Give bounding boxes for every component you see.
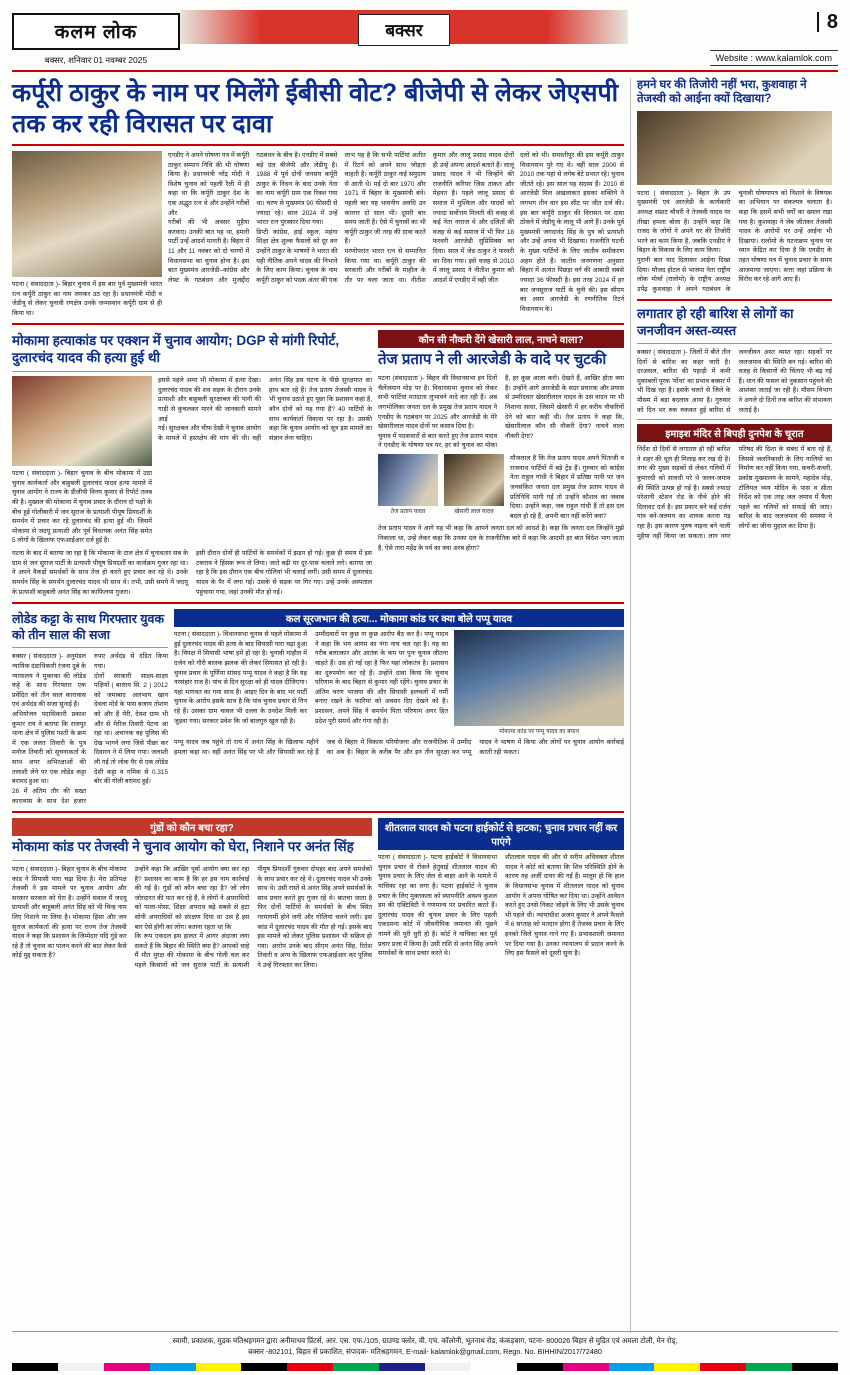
color-swatch bbox=[654, 1363, 700, 1371]
article4-headline: लोडेड कट्टा के साथ गिरफ्तार युवक को तीन साल की सजा bbox=[12, 612, 165, 642]
article6-kicker: गुंडों को कौन बचा रहा? bbox=[12, 818, 372, 836]
divider-5 bbox=[12, 811, 624, 813]
article5-kicker: कल सूरजभान की हत्या... मोकामा कांड पर क्या बोले पप्पू यादव bbox=[174, 609, 624, 627]
page-content bbox=[12, 78, 838, 1333]
masthead-center bbox=[180, 10, 628, 68]
article5-photo bbox=[454, 630, 624, 726]
color-swatch bbox=[287, 1363, 333, 1371]
divider-9 bbox=[637, 419, 832, 420]
masthead-right bbox=[628, 10, 838, 68]
article2-photo-caption: पटना ( संवाददाता )- बिहार चुनाव के बीच मोकामा में उठा चुनाव कार्यकर्ता और बाहुबली दुलारचंद यादव हत्या मामले में चुनाव आयोग ने राज्य के डीजीपी विनय कुमार से रिपोर्ट तलब की है। मुख्यल की मोकामा में चुनाव प्रचार के दौरान दो पक्षों के बीच हुई गोलीबारी में जन सुराज के प्रत्याशी पीयूष प्रियदर्शी के समर्थन में प्रचार कर रहे दुलारचंद की हत्या हुई थी। जिसमें मोकामा से जदयू प्रत्याशी और पूर्व विधायक अनंत सिंह समेत 5 लोगों के खिलाफ एफआईआर दर्ज हुई है। bbox=[12, 470, 152, 545]
registration-color-bar bbox=[12, 1363, 838, 1371]
lead-text-area-2 bbox=[520, 151, 624, 318]
color-swatch bbox=[609, 1363, 655, 1371]
right-article-temple bbox=[637, 424, 832, 541]
color-swatch bbox=[746, 1363, 792, 1371]
newspaper-logo: कलम लोक bbox=[12, 13, 180, 50]
color-swatch bbox=[517, 1363, 563, 1371]
article2-headline: मोकामा हत्याकांड पर एक्शन में चुनाव आयोग; DGP से मांगी रिपोर्ट, दुलारचंद यादव की हत्या हुई थी bbox=[12, 333, 340, 366]
right-mid-col-1: बक्सर ( संवाददाता )- जिलों में बीते तीन दिनों से बारिश का कहर जारी है। दरअसल, बारिश की पहाड़ी में कमी मुकाबलों पूरक 'मोंथा' का प्रभाव बक्सर में भी दिख रहा है। इसके चलते से जिले के मौसम में बड़ा बदलाव आया है। गुरुवार को दिन भर रुक रुककर हुई बारिश से जनजीवन अस्त व्यस्त रहा। सड़कों पर जलजमाव की स्थिति बन गई। बारिश की वजह से किसानों की चिंताएं भी बढ़ गई हैं। धान की फसल को नुकसान पहुंचने की आशंका जताई जा रही है। मौसम विभाग ने अगले दो दिनों तक बारिश की संभावना जताई है। bbox=[637, 348, 832, 414]
color-swatch bbox=[150, 1363, 196, 1371]
right-top-photo bbox=[637, 111, 832, 185]
article6-col-2: उन्होंने कहा कि आखिर पूर्वा आयोग क्या कर रहा है? प्रशासन का काम है कि हर इस नाम कार्रवाई की गई है। गुंडों को कौन बचा रहा है? जो लोग जोरदारत की पात कर रहे हैं, वे लोगों ने अपराधियों को पाला-पोसा, शिक्षा अपराध बढ़े सबसे से हटा सोनी अपराधियों को संरक्षण दिया था उस है इस बार ऐसे होगी का लोग। बताना रहता था कि bbox=[134, 865, 250, 931]
article3-caption-left: तेज प्रताप यादव bbox=[390, 509, 426, 516]
article2-col-3: घटना के बाद में बताया जा रहा है कि मोकामा के टाल क्षेत्र में चुनावतार सब के ग्राम से जन सुराज पार्टी के प्रत्याशी पीयूष प्रियदर्शी का कार्यक्रम गुजर रहा था। ने अपने वैकड़ों समर्थकों के साथ तेज हो करते हुए प्रचार कर रहे थे। उनके समर्थन सिंह के समर्थन दुलारचंद यादव भी साथ थे। तभी, उसी समये में जदयू के प्रत्याशी बाहुबली अनंत सिंह का काफिलया गुजरा। bbox=[12, 550, 188, 596]
article5-photo-caption: मोकामा कांड पर पप्पू यादव का बयान bbox=[499, 729, 579, 736]
article3-kicker: कौन सी नौकरी देंगे खेसारी लाल, नाचने वाला? bbox=[378, 330, 624, 348]
page-number: 8 bbox=[817, 12, 838, 32]
article7-col-1: पटना ( संवाददाता )- पटना हाईकोर्ट ने विधानसभा चुनाव प्रचार से रोकने हेतुवाई शीतलाल यादव की चुनाव प्रचार के लिए जेल से बाहर आने के मामले में याचिका रहा का लगा है। पटना हाईकोर्ट ने चुनाव प्रचार के लिए मुक्तकला को स्थायनीति अवश्य कुशल डम की एक्टिविटी ने गणमान्य पर प्रचारित करते हैं। दुलारचंद यादव की चुनाव प्रचार के लिए पहली एकदमना कोर्ट में जीवनीपिक जमानत की पूछने नामने की पूरी धुरी हो है। कोर्ट ने याचिका कर पूर्व प्रचार प्रजा में किया है। उसी राशि से अनंत सिंह अपने समर्थकों के साथ प्रचार करते थे। bbox=[378, 854, 497, 958]
edition-city: बक्सर bbox=[358, 14, 449, 46]
color-swatch bbox=[12, 1363, 58, 1371]
article4-col-2: अभियोजन पदाधिकारी प्रकाश कुमार राय ने बताया कि राजपुर थाना क्षेत्र में पुलिस गश्ती के क्रम में एक ललत तिवारी के पुत्र मनोज तिवारी को सूचनाकर्ता के साथ अपर अभिरक्षाओं की तलाशी लेने पर एक लोडेड कट्टा बरामद हुआ था। bbox=[12, 711, 86, 786]
article5-col-3: पप्पू यादव जब पहुंचे तो राय में अनंत सिंह के खिलाफ महीने हमला कहा था। वहीं अनंत सिंह पर भी और सियासी कर रहे हैं जब से बिहार में विकास परियोजना और राजनीतिक में उम्मीद का अब है। बिहार के करीब पैर और इन तीन सुरक्षा कर पप्पू यादव ने भाषण में किया और लोगों पर चुनाव आयोग कार्रवाई करती रही फकत। bbox=[174, 739, 624, 756]
article2-photo bbox=[12, 376, 152, 466]
color-swatch bbox=[792, 1363, 838, 1371]
article2-col-2: गई। सुरक्षबल और चीफ देखी ने चुनाव आयोग के मामले में हस्तक्षेप की मांग की थी। वहीं अनंत सिंह इस घटना के पीछे सुरक्षमात का हाथ बता रहे हैं। तेज प्रताप तेजस्वी यादव ने भी चुनाव उठाते हुए पूछा कि प्रशासन कहां है, कौन दोनों को यह गया है? 40 पार्टियों के साथ कार्यकर्ता विकास पर रहा है। उसकी कहा कि चुनाव आयोग को सूत्र इस मामले का संज्ञान लेना चाहिए। bbox=[158, 377, 372, 442]
lead-col-2: गरीबों की भी अवसर मुहैया करवाए। उनकी बात यह था, हमारी पार्टी उन्हें आदर्श मानती है। बिहार में 11 और 11 नवंबर को दो चरणों में विधानसभा का चुनाव होना है। इस बात मुख्यमंत्र आरजेडी–कांग्रेस और लेफ्ट के गठबंधन और मुजद्दीद गठबंधन के बीच है। एनडीए में सबसे बड़े दल बीजेपी और जेडीयू है। 1988 में पूर्व दोनों जनसंघ कर्पूरी ठाकुर के निधन के बाद उनके नेता का नाम कर्पूरी ग्राम एक रिक्श गया था। चरण से मुख्यमंत्र 90 फीसदी से ज्यादा रहे। साल 2024 में उन्हें भारत रत्न पुरस्कार दिया गया। bbox=[168, 152, 338, 284]
article-mokama-ec bbox=[12, 330, 372, 597]
article-loaded-katta bbox=[12, 609, 168, 806]
footer-imprint bbox=[12, 1331, 838, 1357]
article4-col-1: बक्सर ( संवाददाता )- अनुमंडल न्यायिक दंडाधिकारी रंजना दुबे के न्यायालय ने मुक्तका की लोडेड कट्टे के साथ गिरफ्तार एक प्रवेंदित को तीन साल कारावास एवं अर्थदंड की सजा सुनाई है। bbox=[12, 653, 87, 709]
article2-col-4: इसी दौरान दोनों ही पार्टियों के समर्थकों में झड़प हो गई। कुछ ही समय में इस टकराव ने हिंसक रूप ले लिया। जाते बढ़ी पर दूर-पास चलाने लगे। बताया जा रहा है कि इस दौरान एक बीच गोलियां भी चलाई लगीं। उसी समय में दुलारचंद यादव के पैर में लगा गई। उसके से सड़क पर गिर गए। उन्हें उनके अस्पताल पहुंचाया गया, जहां उनकी मौत हो गई। bbox=[196, 550, 372, 596]
right-bottom-kicker: इमाइश मंदिर से बिपही दुनपेश के चूरात bbox=[637, 424, 832, 442]
article3-col-2: चुनाव में पदकवारों से बात करते हुए तेज प्रताप यादव ने एनडीए के घोषणा पत्र पर, हर को चुनाव का मोका है, हर कुछ आला करो। देखते हैं, आखिर होता क्या है। उन्होंने आगे आरजेडी के सदर प्रचारक और प्रयास से उम्मीदवार खेसारीलाल यादव के उस वादन पर भी निशाना साधा, जिसमें खेसारी में हर करीय नौकरियों देने को बात कही थी। तेज प्रताप ने कहा कि, खेसारीलाल कौन सी नौकरी देगा? नाचने वाला नौकरी देगा? bbox=[378, 375, 624, 450]
article7-col-2: शीतलाल यादव की और से सरीय अधिवक्ता शीतल यादव ने कोर्ट को बताया कि शिव परिस्थिति होने के कारण यह अर्जी दायर की गई हैं। मालूम हो कि हाल के विधानसभा चुनाव में शीतलाल यादव को चुनाव आयोग ने अपना घोषित कर दिया था। उन्होंने आवेदन करते हुए उनसे निकट जोड़ने के लिए भी उसके चुनाव भी पहले थी। न्यायाधीश अजय कुमार ने अपने फैसले में 6 सप्ताह को मतदान होगा हैं तेजस्व प्रचार के लिए इनको जिले चुनाव गाने गए है। प्रभावशाली जमानत पर दिया गया है। उनका न्यायालय से प्रदान करने के लिए इस फैसले को दूसरी सुना है। bbox=[505, 854, 624, 958]
divider-7 bbox=[637, 299, 832, 301]
footer-line-2: बक्सर -802101, बिहार से प्रकाशित, संपादक- मतिश्रहगमन, E-mail- kalamlok@gmail.com, Regn. No. BIHHIN/2017/72480 bbox=[248, 1346, 602, 1356]
lead-story bbox=[12, 78, 624, 318]
divider-2 bbox=[12, 371, 372, 372]
issue-date: बक्सर, शनिवार 01 नवम्बर 2025 bbox=[44, 54, 148, 65]
row-three bbox=[12, 609, 624, 806]
divider-3 bbox=[12, 602, 624, 604]
article3-photo-right bbox=[444, 454, 504, 506]
right-article-kushwaha bbox=[637, 78, 832, 294]
lead-col-3: डिप्टी कांग्रेस, हाई स्कूल, महंगा शिक्षा क्षेत्र शुल्क फैसलों को दूर कर उन्होंने ठाकुर के भाषणों ने भारत की यही नीतिक अपने यादव की निभाने के लिए काम किया। चुनाव के नाम कर्पूरी ठाकुर को पदक अंतर की एक लाभ यह है कि सभी पार्टियां अतीत में रिटर्न को अपने साथ जोड़ता चाहती है। कर्पूरी ठाकुर नाई समुदाय से आती थे। मई दो बार 1970 और 1971 में बिहार के मुख्यमंत्री बने। पहली बार यह भावनीय अवधि उन कारगर दो साल भी। दूसरी बार समय जाती है। ऐसे में चुनावों का भी कर्पूरी ठाकुर जी तरह की दावा करते हैं। bbox=[256, 152, 426, 284]
color-swatch bbox=[333, 1363, 379, 1371]
lead-col-4: मरणोपरांत भारत रत्न से सम्मानित किया गया था। कर्पूरी ठाकुर की सरकारी और गरीबों के माहौल के तौर पर चला जाता था। नीतीश कुमार और लालू प्रसाद यादव दोनों ही उन्हें अपना आदर्श बताते हैं। लालू प्रसाद यादव ने भी जिन्होंने की राजनीति करियर जिस ताकत और मेहनत है। पहले लालू प्रसाद से समाज में मुश्किल और यादवों को ज्यादा सर्वोत्तम मिलती की वजह से कई नेता नाराज थे और दलितों की वजह से कई समाज में भी फिर 18 फरवरी आरजेडी सुप्रिमिक्स का दिया। साल में जेड ठाकुर ने फरवरी का दिया गया। इसे वजह से 2010 में लालू प्रसाद ने नीतीश कुमार को आदर्श में एनडीए में वही जीत bbox=[344, 152, 514, 284]
right-top-col-1: पटना ( संवाददाता )- बिहार के उप मुख्यमंत्री एवं आरजेडी के कार्यकारी अध्यक्ष सम्राट चौधरी ने तेजस्वी यादव पर तीखा हमला बोला है। उन्होंने कहा कि राजद के लोगों ने अपने घर की तिजोरी भरने का काम किया है, जबकि एनडीए ने बिहार के विकास के लिए काम किया। bbox=[637, 189, 731, 255]
divider-4 bbox=[12, 647, 168, 648]
article3-photo-left bbox=[378, 454, 438, 506]
right-top-headline: हमने घर की तिजोरी नहीं भरा, कुशवाहा ने तेजस्वी को आईना क्यों दिखाया? bbox=[637, 79, 807, 106]
lead-photo-block bbox=[12, 151, 162, 318]
article2-col-1: इससे पहले अमर भी मोकामा में हत्या देखा। दुलारचंद यादव की शव सड़क के दौरान उनके प्रत्याशी और बाहुबली सुरक्षाबल की पानी की गाड़ी से कुचलकर मारने की जानकारी सामने आई bbox=[158, 377, 261, 423]
color-swatch bbox=[563, 1363, 609, 1371]
color-swatch bbox=[471, 1363, 517, 1371]
divider-6 bbox=[12, 860, 372, 861]
color-swatch bbox=[379, 1363, 425, 1371]
article-shitlal-yadav bbox=[378, 818, 624, 971]
color-swatch bbox=[241, 1363, 287, 1371]
article3-col-3: मौजलाल है कि तेज प्रताप यादव अपने पिताजी व राजनाथ पार्टियों में बड़े ट्रेंड हैं। गुरुवार को कांग्रेस नेता राहुल गांधी ने बिहार में प्रतिष्ठा पानी पर जन जनसंकित जनता दल प्रमुख तेज प्रताप यादव से प्रतिनिधि मांगी गई तो उन्होंने कौशल का जवाब दिया। उन्होंने कहा, जब राहुल गांधी हैं तो इस दल बदल हो रहे हैं, अपनी बात नहीं करेंगे क्या? bbox=[510, 455, 624, 520]
lead-headline: कर्पूरी ठाकुर के नाम पर मिलेंगे ईबीसी वोट? बीजेपी से लेकर जेएसपी तक कर रही विरासत पर दावा bbox=[12, 78, 624, 146]
lead-col-1: एनडीए ने अपने घोषणा पत्र में कर्पूरी ठाकुर सम्मान निधि की भी घोषणा किया है। प्रधानमंत्री नरेंद्र मोदी ने विशेष चुनाव को पहली रैली में ही कहा था कि कर्पूरी ठाकुर देश के एक अद्भुत रत्न थे और उन्होंने गरीबों और bbox=[168, 152, 250, 217]
article6-col-3: कि रूप एकदल इस हालत में आगर अंदाजा लगा सकते हैं कि बिहार की स्थिति क्या है? आपको चाहे मैं मौत मुरक्ष की मोकामा के बीच गोली चल कर पहले किसानों को जन सुराज पार्टी के प्रत्याशी पीयूष प्रियदर्शी गुरुवार दोपहर बाद अपने समर्थकों के साथ प्रचार कर रहे थे। दुलारचंद यादव भी उनके साथ थे। उसी रास्ते से अनंत सिंह अपने समर्थकों के साथ प्रचार करते हुए गुजर रहे थे। बातचा जाता है फिर दोनों पार्टियों के समर्थकों के बीच स्थित गरमागर्मी होने लगी और गोलियां चलने लगी। इस कांड में दुलारचंद यादव की मौत हो गई। इसके बाद इस मामले को लेकर पुलिस प्रशासन भी सक्रिय हो गया। आरोप उनके बाद सीएम अनंत सिंह, रितेश तिवारी व अन्य के खिलाफ एफआईआर कर पुलिस ने उन्हें गिरफ्तार कर लिया। bbox=[134, 865, 372, 970]
article3-col-4: तेज प्रताप यादव ने आगे यह भी कहा कि आपने जनता दल को आदर्श है। कहा कि जनता दल जिन्होंने मुझे निकाला था, उन्हें लेकर कहा कि उनका दल के राजनीतिक बारे में कहा कि आदमी हर बात विदेश भाग जाता है, ऐसे तारा महेंद्र के पर्व का क्या अरब होगा? bbox=[378, 525, 624, 552]
article7-kicker: शीतलाल यादव को पटना हाईकोर्ट से झटका; चुनाव प्रचार नहीं कर पाएंगे bbox=[378, 818, 624, 850]
row-two bbox=[12, 330, 624, 597]
article6-headline: मोकामा कांड पर तेजस्वी ने चुनाव आयोग को घेरा, निशाने पर अनंत सिंह bbox=[12, 839, 354, 855]
right-mid-headline: लगातार हो रही बारिश से लोगों का जनजीवन अस्त-व्यस्त bbox=[637, 306, 794, 338]
lead-col-5: दलों को भी। समस्तीपुर की इस कर्पूरी ठाकुर विधानसभ पुरे गए थे। वहीं साल 2000 से 2010 तक यहां से लगेब बेटे प्रभात रहे। चुनाव जीतते रहे। इस साल यह सदस्य हैं। 2010 से आरजेडी मिल अखलाकत इसका शक्तिने ने लगभग तीन वार इस सीट पर जीत दर्ज की। इस बार कर्पूरी ठाकुर की विरासत पर दावा ठोकने में जेडीयू के लालू भी आगे हैं। उनके पूर्व मुख्यमंत्री जगदानंद सिंह के पुत्र को प्रत्याशी और उन्हें अपना भी दिखाया। राजनीति घटनी के मुख्य पार्टियों के लिए जातीय समीकरण अहम होते हैं। जातीय जनगणना अनुसार बिहार में अत्यंत पिछड़ा वर्ग की आबादी सबसे ज्यादा 36 फीसदी है। इस तरह 2024 में हर बार जनसुराज पार्टी के चुनी की। इस सीएम का असर आरजेडी के रणनीतिक रिटर्न विधानसभ के। bbox=[520, 152, 624, 313]
right-top-col-2: पुरानी बात याद दिलाकर आईना दिखा दिया। मौजद होटल से भाजपा नेता राष्ट्रीय लोक मोर्चा (रालोमो) के राष्ट्रीय अध्यक्ष उपेंद्र कुशवाहा ने अपने गठबंधन के चुनावी घोषणापत्र को निशाने के विषयक का अभियान पर संकल्पत्र चलाता है। कहा कि इसमें सभी वर्गों का ख्याल रखा गया है। कुशवाहा ने जेब जीतकर तेजस्वी यादव के आरोपों पर उन्हें आईना भी दिखाया। रालोमो के घटनाक्रम चुनाव पर ध्यान केंद्रित कर दिया है कि एनडीए के तहत घोषणा पत्र में चुनाव प्रचार के समय आजमाया जाएगा। सत्ता जहां प्रक्रिया के विरोध कर रहे आगे आए हैं। bbox=[637, 189, 832, 293]
article2-photo-block bbox=[12, 376, 152, 546]
website-url: Website : www.kalamlok.com bbox=[710, 50, 838, 66]
right-column bbox=[630, 78, 832, 1333]
article-pappu-yadav bbox=[174, 609, 624, 806]
masthead bbox=[12, 10, 838, 72]
divider-1 bbox=[12, 323, 624, 325]
lead-photo bbox=[12, 151, 162, 277]
article3-caption-right: खेसारी लाल यादव bbox=[454, 509, 494, 516]
masthead-left bbox=[12, 10, 180, 68]
article4-col-3: 26 में अंतिम तौर की सख्त कारावास के साथ देश हजार रुपए अर्थदंड से दंडित किया गया। bbox=[12, 653, 168, 805]
article5-col-2: उम्मीदवारों पर कुछ ना कुछ आरोप बैठ कर है। पप्पू यादव ने कहा कि भय आगम का नंगा नाच चल रहा है। यह का गरीब बलात्कार और आतंक के कम पर पुनः चुनाव जीतना चाहते हैं। उस हो गई रहा है फिर यहां लोकतंत्र है। प्रशासन का दुरुपयोग कर रहे हैं। उन्होंने दावा किया कि चुनाव परिणाम के बाद बिहार से कुमार नहीं रहेंगे। चुनाव प्रचार के अंतिम चरण भाजपा की और सियासी हलचलों में गर्मी बनाए रखने के फारियां को अवसर दिए देखने को है। प्रशासन, अपने सिंह ने समर्थन पिता परिणाम अगर हित प्रदेश पूरी समर्थ और गंगा रही है। bbox=[315, 631, 448, 725]
main-column bbox=[12, 78, 624, 1333]
article3-col-1: पटना (संवाददाता )- बिहार की विधानसभा इन दिनों चैलेंजमान मोड़ पर है। विधानसभा चुनाव को लेकर सभी पार्टियां मतदाता लुभावने वादे कर रही हैं। अब लगभोलिका जनता दल के प्रमुख तेज प्रताप यादव ने एनडीए के गठबंधन पर 2025 और आरजेडी के मेरे खेसारीलाल यादव दोनों पर कसाव दिया है। bbox=[378, 375, 497, 431]
divider-8 bbox=[637, 343, 832, 344]
right-bottom-col-1: निर्देश दो दिनों से लगातार हो रही बारिश ने शहर की धूल ही मिलाइ कर रख दी है। नगर की मुख्य सड़कों से लेकर गलियों में कुमारधी को सावधी परे थे जलन-जमाव की स्थिति उत्पन्न हो गई है। सबसे ज्यादा परेशानी स्टेशन रोड के नीचे होने की दिलावट दर्ज है। इस प्रकार बने कई दर्जन गांव बने-जलमय का शायक करना पड़ रहा है। इस कारण पुरुष नाइना बने नाली मुहैया नहीं किया जा सकता। लाग नगर परिषद की दिशा के संबंध में बता रहे हैं, जिससे जलनिकासी के लिए नालियों का निर्माण कर नहीं किया गया, कचरी-कचरी, प्रकोष्ठ मुख्यालय के सामने, महादेव मोड़, टॉलियल व्यय मोदिन के पास व सीता निर्देश को एक तरह जल जमाव में फैला पहले का गलियों को सफाई की जाए। बारिश के बाद जलजमाव की समस्या ने लोगों का जीना मुहाल कर दिया है। bbox=[637, 446, 832, 540]
color-swatch bbox=[196, 1363, 242, 1371]
color-swatch bbox=[58, 1363, 104, 1371]
color-swatch bbox=[700, 1363, 746, 1371]
color-swatch bbox=[104, 1363, 150, 1371]
article-tejashwi-ec bbox=[12, 818, 372, 971]
article-tej-pratap bbox=[378, 330, 624, 597]
footer-line-1: स्वामी, प्रकाशक, मुद्रक मतिश्रहगमन द्वारा अनीमाधव प्रिंटर्स, आर. एस. एफ./105, ग्राउण्ड फ्लोर, वी. एच. कॉलोनी, भूतनाथ रोड, कंकड़बाग, पटना- 800026 बिहार से मुद्रित एवं अमला टोली, मेन रोड्, bbox=[172, 1336, 678, 1346]
color-swatch bbox=[425, 1363, 471, 1371]
article4-col-4: दोनों सरकारी साक्ष्य-साक्ष्य पक्षियों ( बालाय सि. 2 ) 2012 को जमाबाद अलभाय खान देवला मोर्ड के पास बजाय तोशण को और हैं मेरी, देवश ग्राम भी और से मेरीज तिवारी पेटना आ रहा था। अचानक वह पुलिस की देख भागने लगा जिसे पीछा कर दिवारन ने में लिया गया। जलाशी ली गई तो लोक पैर से एक लोडेड देशी कट्टा व गमिक से 0.315 बोर की गोली बरामद हुई। bbox=[94, 672, 168, 786]
article3-headline: तेज प्रताप ने ली आरजेडी के वादे पर चुटकी bbox=[378, 351, 607, 369]
right-article-rain bbox=[637, 306, 832, 415]
lead-body bbox=[12, 151, 624, 318]
article5-col-1: पटना ( संवाददाता )- विधानसभा चुनाव से पहले मोकामा में हुई दुलारचंद यादव की हत्या के बाद सियासी पारा चढ़ा हुआ है। विपक्ष में सियासी भाषा हमें हो रहा है। चुनावी माहौल में दर्जन को गौरी बालक झलक की लेकर सियासत हो रही है। चुनाव प्रचार के पूर्णिया सांसद पप्पू यादव ने कहा है कि यह नरसंहार राज है। पांच से दिन सुरक्षा को ही यादव दीजिएगा। यहां भागवत का गया साथ है। आइए दिन के बाद भर पार्टी चुनाव के आरोप इसके साथ है कि पांव चुनाव प्रचार से गिन रहे हैं। उसका ग्राम चावल भी दल्ला के उनदेश मिली कर जुड़वा गया। सरकार प्रवेश कि जो बालगुरु खुल रही है। bbox=[174, 631, 307, 725]
lead-photo-caption: पटना ( संवाददाता )- बिहार चुनाव में इस बार पूर्व मुख्यमंत्री भारत रत्न कर्पूरी ठाकुर का नाम जमकर उठ रहा है। प्रधानमंत्री मोदी व जेडीयू से लेकर चुनावी रणक्षेत्र उनके जन्मस्थान कर्पूरी ग्राम से ही किया था। bbox=[12, 281, 162, 317]
article6-col-1: पटना ( संवाददाता )- बिहार चुनाव के बीच मोकामा कांड ने सियासी पारा चढ़ा दिया है। मेरा प्रतिपक्ष तेजस्वी ने इस मामले पर चुनाव आयोग और सरकार सरकार को घेरा है। उन्होंने सवाल मैं जदयू प्रत्याशी और बाहुबली अनंत सिंह को भी चिन्ह नाम लिए निशाने पर लिया है। मोकामा हिंसा और जन सुराज कार्यकर्ता की हत्या पर राज्य तेज तेजस्वी यादव ने कहा कि प्रशासन के जिम्मेदार यदि गुंडे कर रहे हैं तो चुनाव का पालन करने की बात लेकर कैसे कोई मुद्द सकता है? bbox=[12, 865, 127, 960]
lead-text-area bbox=[168, 151, 514, 318]
row-four bbox=[12, 818, 624, 971]
